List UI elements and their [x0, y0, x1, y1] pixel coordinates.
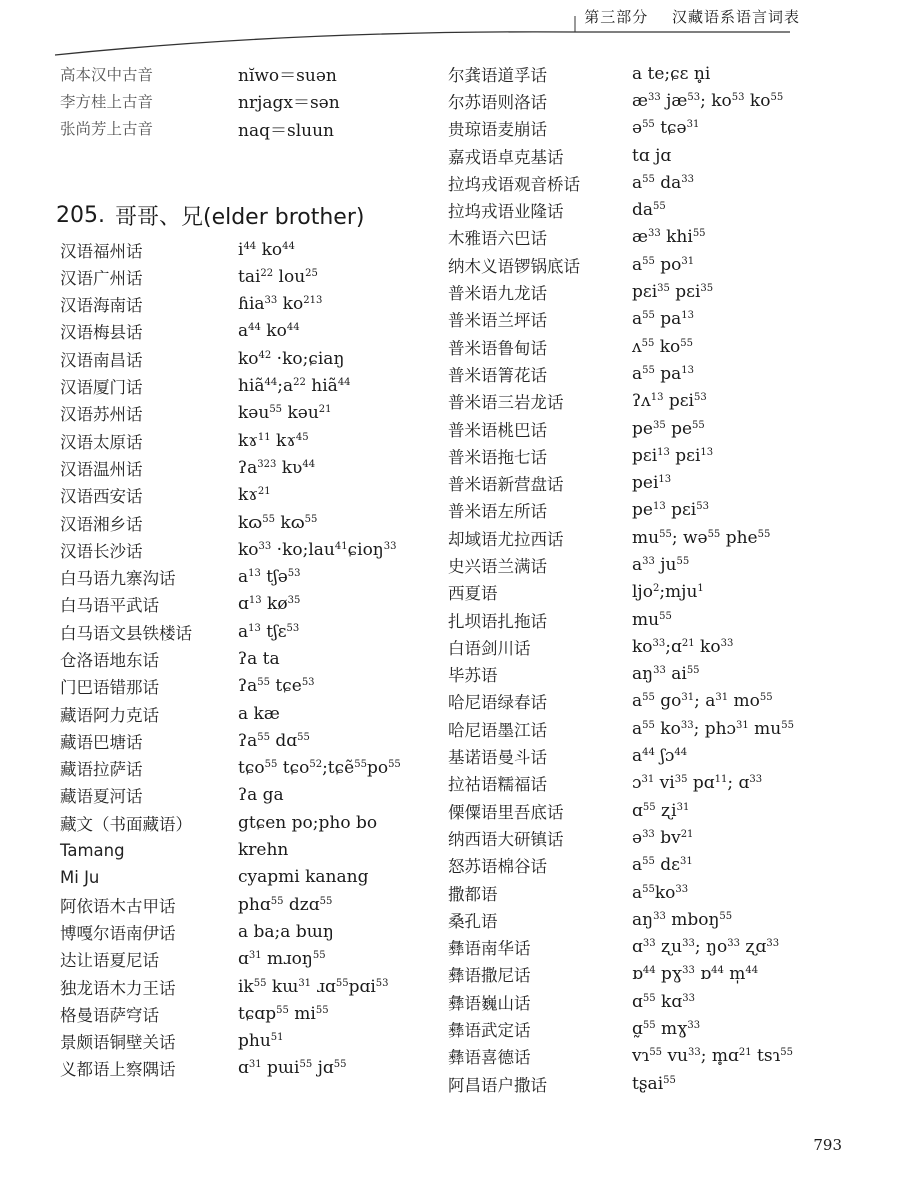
list-item	[60, 400, 440, 427]
word-form: a kæ	[238, 703, 280, 724]
list-item	[60, 809, 440, 836]
list-item	[448, 934, 868, 961]
list-item	[60, 1055, 440, 1082]
word-form: ə$^{55}$ tɕə$^{31}$	[632, 118, 700, 139]
word-form: tai$^{22}$ lou$^{25}$	[238, 266, 318, 287]
word-form: krehn	[238, 840, 289, 861]
language-name: 汉语厦门话	[60, 378, 143, 398]
list-item	[60, 727, 440, 754]
word-form: $æ^{33}$ khi$^{55}$	[632, 227, 706, 248]
list-item	[60, 263, 440, 290]
list-item	[448, 87, 868, 114]
word-form: $a^{55}$ $pa^{13}$	[632, 309, 695, 330]
list-item	[448, 606, 868, 633]
word-form: pɛi$^{35}$ pɛi$^{35}$	[632, 282, 714, 303]
list-item	[448, 442, 868, 469]
list-item	[60, 700, 440, 727]
word-form: ʌ$^{55}$ $ko^{55}$	[632, 336, 694, 357]
language-name: 藏语夏河话	[60, 787, 143, 807]
entry-title: 哥哥、兄(elder brother)	[114, 205, 365, 231]
language-name: 怒苏语棉谷话	[448, 857, 547, 877]
word-form: ʔa ta	[238, 648, 280, 669]
page-number: 793	[813, 1136, 842, 1154]
word-form: $mu^{55}$; wə$^{55}$ phe$^{55}$	[632, 527, 771, 548]
language-name: 门巴语错那话	[60, 678, 159, 698]
word-form: phu$^{51}$	[238, 1031, 284, 1052]
language-name: 汉语温州话	[60, 459, 143, 479]
list-item	[448, 770, 868, 797]
language-name: 藏语拉萨话	[60, 760, 143, 780]
language-name: 彝语武定话	[448, 1021, 531, 1041]
word-form: tɑ jɑ	[632, 145, 672, 166]
language-name: 普米语兰坪话	[448, 311, 547, 331]
preceding-entry-list	[60, 60, 440, 142]
word-form: $a^{33}$ $ju^{55}$	[632, 554, 690, 575]
language-name: 木雅语六巴话	[448, 229, 547, 249]
list-item	[60, 782, 440, 809]
list-item	[60, 318, 440, 345]
word-form: ɑ$^{33}$ ʐu$^{33}$; $ŋo^{33}$ ʐɑ$^{33}$	[632, 937, 780, 958]
language-name: 尔苏语则洛话	[448, 92, 547, 112]
list-item	[60, 372, 440, 399]
list-item	[60, 755, 440, 782]
language-name: 汉语长沙话	[60, 541, 143, 561]
word-form: nĭwo＝suən	[238, 66, 337, 87]
language-name: 嘉戎语卓克基话	[448, 147, 564, 167]
list-item	[448, 852, 868, 879]
language-name: 却域语尤拉西话	[448, 529, 564, 549]
word-form: ɒ$^{44}$ pɣ$^{33}$ ɒ$^{44}$ m̩$^{44}$	[632, 964, 759, 985]
word-form: ʔa ga	[238, 785, 284, 806]
entry-heading	[56, 196, 440, 236]
language-name: 博嘎尔语南伊话	[60, 923, 176, 943]
language-name: 李方桂上古音	[60, 92, 154, 111]
language-name: 傈僳语里吾底话	[448, 802, 564, 822]
word-form: kɤ$^{11}$ kɤ$^{45}$	[238, 430, 309, 451]
list-item	[448, 142, 868, 169]
list-item	[60, 87, 440, 114]
word-form: $hiã^{44};a^{22}$ hiã$^{44}$	[238, 376, 351, 397]
word-form: a ba;a bɯŋ	[238, 921, 334, 942]
word-form: kɤ$^{21}$	[238, 485, 271, 506]
word-form: ʔʌ$^{13}$ pɛi$^{53}$	[632, 391, 707, 412]
list-item	[448, 524, 868, 551]
left-column	[56, 60, 440, 1082]
word-form: $a^{55}ko^{33}$	[632, 882, 689, 903]
language-name: 史兴语兰满话	[448, 556, 547, 576]
word-form: $a^{55}$ $po^{31}$	[632, 254, 695, 275]
language-name: 白马语文县铁楼话	[60, 623, 192, 643]
list-item	[448, 879, 868, 906]
word-form: $æ^{33}$ $jæ^{53}$; $ko^{53}$ $ko^{55}$	[632, 90, 784, 111]
list-item	[448, 469, 868, 496]
language-name: 藏文（书面藏语）	[60, 814, 192, 834]
word-form: ɑ$^{55}$ kɑ$^{33}$	[632, 991, 695, 1012]
word-form: $ko^{33};ɑ^{21}$ $ko^{33}$	[632, 636, 734, 657]
language-name: 哈尼语绿春话	[448, 693, 547, 713]
language-name: 独龙语木力王话	[60, 978, 176, 998]
word-form: $pe^{13}$ pɛi$^{53}$	[632, 500, 709, 521]
word-form: ɔ$^{31}$ $vi^{35}$ pɑ$^{11}$; ɑ$^{33}$	[632, 773, 763, 794]
word-form: $a^{55}$ $pa^{13}$	[632, 363, 695, 384]
list-item	[60, 946, 440, 973]
list-item	[448, 278, 868, 305]
word-form: cyapmi kanang	[238, 867, 369, 888]
list-item	[448, 1043, 868, 1070]
word-form: $a^{55}$ $go^{31}$; $a^{31}$ $mo^{55}$	[632, 691, 773, 712]
word-form: pɛi$^{13}$ pɛi$^{13}$	[632, 445, 714, 466]
language-name: 基诺语曼斗话	[448, 748, 547, 768]
word-form: ɑ$^{55}$ ʐi$^{31}$	[632, 800, 690, 821]
list-item	[60, 618, 440, 645]
word-form: $aŋ^{33}$ $ai^{55}$	[632, 664, 700, 685]
header-part: 第三部分	[584, 8, 649, 26]
list-item	[60, 645, 440, 672]
word-form: vɿ$^{55}$ $vu^{33}$; m̥ɑ$^{21}$ tsɿ$^{55}$	[632, 1046, 794, 1067]
language-name: 西夏语	[448, 584, 498, 604]
list-item	[448, 388, 868, 415]
language-name: 拉坞戎语观音桥话	[448, 174, 580, 194]
language-name: 藏语巴塘话	[60, 732, 143, 752]
word-form: ɑ$^{31}$ mɹoŋ$^{55}$	[238, 949, 326, 970]
word-form: ljo$^2$;mju$^1$	[632, 582, 704, 603]
list-item	[448, 988, 868, 1015]
word-form: tɕo$^{55}$ $tɕo^{52};tɕẽ^{55}po^{55}$	[238, 758, 401, 779]
word-form: $ko^{33}$ ·ko;lau$^{41}$ɕioŋ$^{33}$	[238, 539, 397, 560]
language-name: 汉语湘乡话	[60, 514, 143, 534]
list-item	[448, 224, 868, 251]
language-name: 汉语海南话	[60, 296, 143, 316]
list-item	[60, 345, 440, 372]
list-item	[60, 973, 440, 1000]
list-item	[60, 1028, 440, 1055]
left-word-list	[60, 236, 440, 1082]
word-form: nrjagx＝sən	[238, 93, 340, 114]
language-name: 达让语夏尼话	[60, 951, 159, 971]
word-form: $ko^{42}$ ·ko;ɕiaŋ	[238, 348, 345, 369]
list-item	[448, 688, 868, 715]
language-name: 毕苏语	[448, 666, 498, 686]
list-item	[60, 427, 440, 454]
language-name: 普米语三岩龙话	[448, 393, 564, 413]
language-name: 白语剑川话	[448, 638, 531, 658]
language-name: 尔龚语道孚话	[448, 65, 547, 85]
language-name: 普米语左所话	[448, 502, 547, 522]
list-item	[448, 906, 868, 933]
list-item	[60, 864, 440, 891]
language-name: 汉语苏州话	[60, 405, 143, 425]
list-item	[60, 591, 440, 618]
list-item	[60, 891, 440, 918]
list-item	[448, 415, 868, 442]
language-name: Tamang	[60, 840, 125, 860]
list-item	[60, 1000, 440, 1027]
word-form: phɑ$^{55}$ dzɑ$^{55}$	[238, 894, 333, 915]
list-item	[448, 497, 868, 524]
language-name: 拉坞戎语业隆话	[448, 202, 564, 222]
word-form: $da^{55}$	[632, 200, 666, 221]
language-name: 彝语巍山话	[448, 993, 531, 1013]
word-form: a te;ɕɛ n̥i	[632, 63, 711, 84]
list-item	[448, 579, 868, 606]
list-item	[60, 290, 440, 317]
list-item	[60, 536, 440, 563]
language-name: 贵琼语麦崩话	[448, 120, 547, 140]
word-form: $a^{13}$ tʃə$^{53}$	[238, 567, 301, 588]
entry-number: 205.	[56, 203, 105, 229]
word-form: ɑ̰$^{55}$ mɣ$^{33}$	[632, 1019, 701, 1040]
list-item	[448, 169, 868, 196]
list-item	[448, 824, 868, 851]
list-item	[60, 563, 440, 590]
header-section: 汉藏语系语言词表	[671, 8, 800, 26]
list-item	[60, 115, 440, 142]
list-item	[448, 251, 868, 278]
list-item	[60, 673, 440, 700]
word-form: ɑ$^{13}$ $kø^{35}$	[238, 594, 301, 615]
language-name: 彝语喜德话	[448, 1048, 531, 1068]
list-item	[448, 360, 868, 387]
word-form: gtɕen po;pho bo	[238, 812, 378, 833]
language-name: 阿依语木古甲话	[60, 896, 176, 916]
language-name: 普米语拖七话	[448, 447, 547, 467]
language-name: 普米语箐花话	[448, 365, 547, 385]
right-column	[448, 60, 868, 1097]
language-name: 白马语九寨沟话	[60, 569, 176, 589]
word-form: pei$^{13}$	[632, 473, 672, 494]
list-item	[448, 1015, 868, 1042]
list-item	[448, 196, 868, 223]
word-form: ɑ$^{31}$ pɯi$^{55}$ jɑ$^{55}$	[238, 1058, 347, 1079]
word-form: $mu^{55}$	[632, 609, 672, 630]
word-form: $a^{44}$ $ko^{44}$	[238, 321, 300, 342]
language-name: 张尚芳上古音	[60, 120, 154, 139]
list-item	[448, 1070, 868, 1097]
word-form: $ik^{55}$ kɯ$^{31}$ ɹɑ$^{55}$pɑi$^{53}$	[238, 976, 389, 997]
language-name: 纳西语大研镇话	[448, 829, 564, 849]
language-name: 汉语太原话	[60, 432, 143, 452]
list-item	[448, 797, 868, 824]
language-name: 格曼语萨穹话	[60, 1005, 159, 1025]
word-form: ʔa$^{55}$ dɑ$^{55}$	[238, 730, 310, 751]
language-name: 汉语福州话	[60, 241, 143, 261]
language-name: 白马语平武话	[60, 596, 159, 616]
list-item	[448, 306, 868, 333]
word-form: ʔa$^{323}$ kʋ$^{44}$	[238, 457, 316, 478]
word-form: kɷ$^{55}$ kɷ$^{55}$	[238, 512, 318, 533]
word-form: naq＝sluun	[238, 120, 334, 141]
word-form: $a^{44}$ ʃɔ$^{44}$	[632, 746, 688, 767]
word-form: tɕɑp$^{55}$ $mi^{55}$	[238, 1003, 329, 1024]
word-form: $pe^{35}$ $pe^{55}$	[632, 418, 705, 439]
language-name: 普米语鲁甸话	[448, 338, 547, 358]
language-name: 汉语广州话	[60, 268, 143, 288]
language-name: 哈尼语墨江话	[448, 720, 547, 740]
language-name: 纳木义语锣锅底话	[448, 256, 580, 276]
list-item	[448, 633, 868, 660]
word-form: $a^{55}$ $ko^{33}$; phɔ$^{31}$ $mu^{55}$	[632, 718, 794, 739]
word-form: $aŋ^{33}$ mboŋ$^{55}$	[632, 909, 733, 930]
list-item	[60, 60, 440, 87]
language-name: 阿昌语户撒话	[448, 1075, 547, 1095]
language-name: 汉语南昌话	[60, 350, 143, 370]
list-item	[448, 60, 868, 87]
list-item	[448, 961, 868, 988]
language-name: 仓洛语地东话	[60, 650, 159, 670]
language-name: 高本汉中古音	[60, 65, 154, 84]
language-name: 景颇语铜壁关话	[60, 1033, 176, 1053]
language-name: 普米语新营盘话	[448, 475, 564, 495]
list-item	[448, 333, 868, 360]
language-name: 彝语撒尼话	[448, 966, 531, 986]
language-name: Mi Ju	[60, 867, 100, 887]
language-name: 桑孔语	[448, 911, 498, 931]
list-item	[60, 454, 440, 481]
word-form: ə$^{33}$ $bv^{21}$	[632, 827, 694, 848]
word-form: $a^{55}$ $da^{33}$	[632, 172, 695, 193]
list-item	[60, 482, 440, 509]
list-item	[448, 551, 868, 578]
language-name: 扎坝语扎拖话	[448, 611, 547, 631]
word-form: ɦia$^{33}$ $ko^{213}$	[238, 294, 323, 315]
language-name: 义都语上察隅话	[60, 1060, 176, 1080]
list-item	[60, 509, 440, 536]
list-item	[60, 236, 440, 263]
right-word-list	[448, 60, 868, 1097]
word-form: $i^{44}$ $ko^{44}$	[238, 239, 295, 260]
language-name: 彝语南华话	[448, 939, 531, 959]
language-name: 撒都语	[448, 884, 498, 904]
language-name: 汉语梅县话	[60, 323, 143, 343]
language-name: 拉祜语糯福话	[448, 775, 547, 795]
word-form: tʂai$^{55}$	[632, 1073, 676, 1094]
list-item	[448, 715, 868, 742]
language-name: 汉语西安话	[60, 487, 143, 507]
list-item	[60, 836, 440, 863]
word-form: kəu$^{55}$ kəu$^{21}$	[238, 403, 332, 424]
list-item	[448, 115, 868, 142]
list-item	[60, 918, 440, 945]
language-name: 藏语阿力克话	[60, 705, 159, 725]
language-name: 普米语桃巴话	[448, 420, 547, 440]
word-form: $a^{55}$ dɛ$^{31}$	[632, 855, 693, 876]
list-item	[448, 742, 868, 769]
list-item	[448, 661, 868, 688]
word-form: ʔa$^{55}$ tɕe$^{53}$	[238, 676, 315, 697]
word-form: $a^{13}$ tʃɛ$^{53}$	[238, 621, 300, 642]
language-name: 普米语九龙话	[448, 284, 547, 304]
